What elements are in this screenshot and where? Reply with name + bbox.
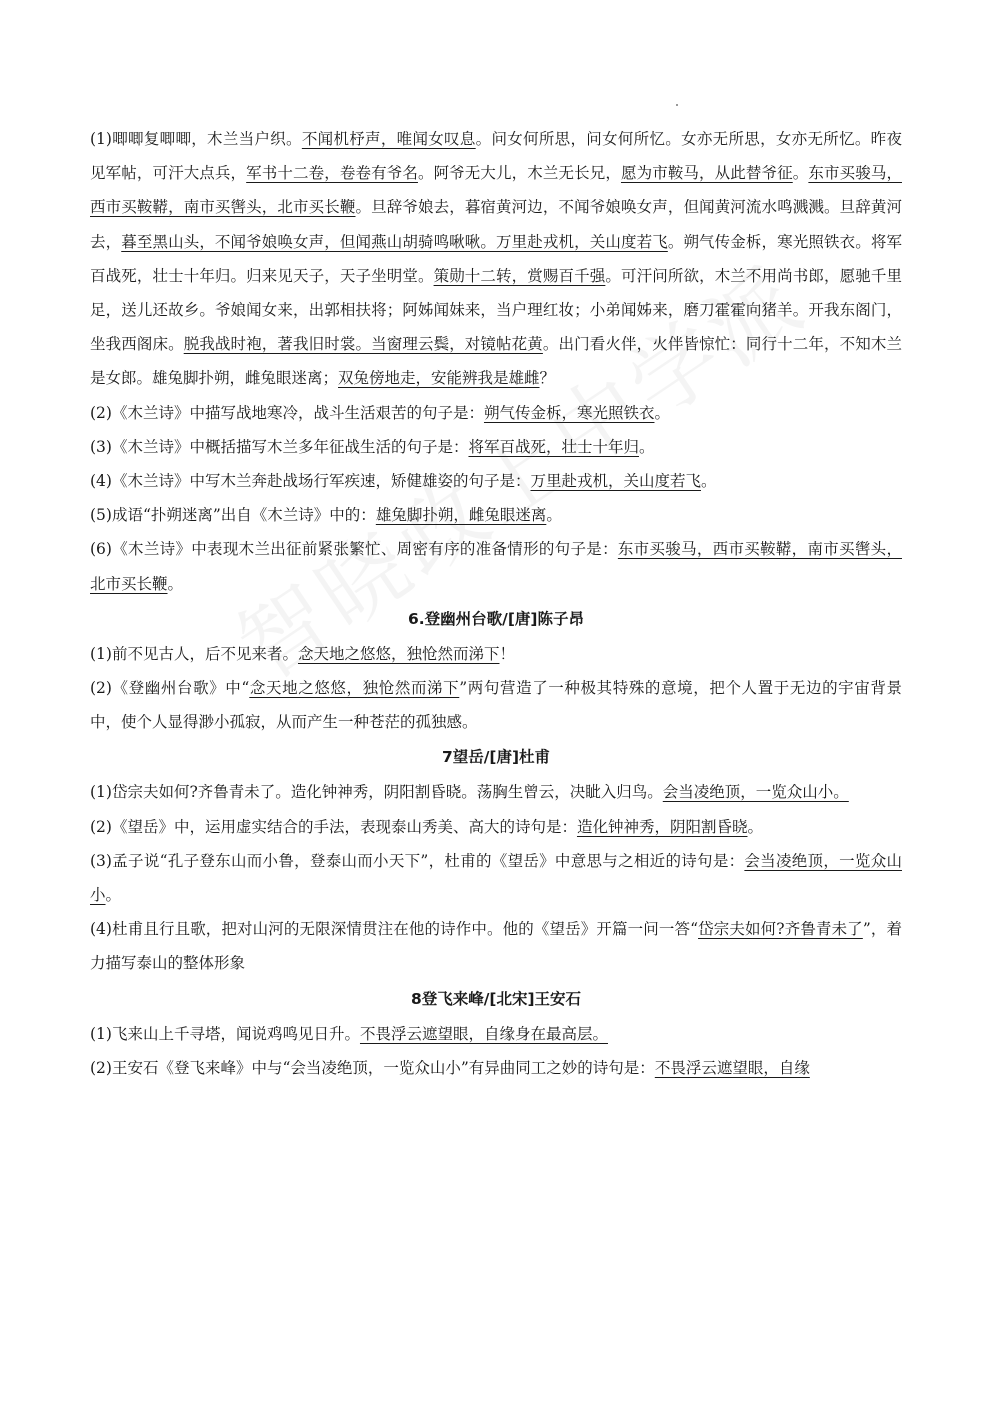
question-paragraph — [90, 637, 902, 671]
text-segment: ”两句营造了一种极其特殊的意境，把个人置于无边的宇宙背景中，使个人显得渺小孤寂，从而产生一种苍茫的孤独感。 — [90, 679, 902, 732]
text-segment: 。 — [638, 437, 655, 456]
text-segment: 。 — [700, 472, 717, 491]
answer-underlined: 策勋十二转，赏赐百千强 — [433, 266, 606, 285]
answer-underlined: 万里赴戎机，关山度若飞 — [530, 472, 701, 491]
answer-underlined: 愿为市鞍马，从此替爷征 — [620, 164, 793, 183]
text-segment: (2)《登幽州台歌》中“ — [90, 679, 250, 698]
section-heading: 8登飞来峰/[北宋]王安石 — [410, 989, 582, 1008]
answer-underlined: 念天地之悠悠，独怆然而涕下 — [249, 679, 460, 698]
answer-underlined: 不畏浮云遮望眼，自缘 — [654, 1058, 810, 1077]
text-segment: 。 — [105, 886, 122, 905]
question-paragraph — [90, 430, 902, 464]
text-segment: (3)《木兰诗》中概括描写木兰多年征战生活的句子是： — [90, 437, 469, 456]
answer-underlined: 军书十二卷，卷卷有爷名 — [246, 164, 418, 183]
answer-underlined: 造化钟神秀，阴阳割昏晓 — [576, 817, 748, 836]
question-paragraph — [90, 122, 902, 396]
text-segment: 。可汗问所欲，木兰不用尚书郎，愿驰千里足，送儿还故乡。爷娘闻女来，出郭相扶将；阿姊闻妹来，当户理红妆；小弟闻姊来，磨刀霍霍向猪羊。开我东阁门，坐我西阁床。 — [90, 266, 902, 354]
text-segment: ！ — [499, 644, 515, 663]
text-segment: 。朔气传金柝，寒光照铁衣。将军百战死，壮士十年归。归来见天子，天子坐明堂。 — [90, 232, 902, 285]
answer-underlined: 将军百战死，壮士十年归 — [468, 437, 639, 456]
scan-speck — [676, 104, 678, 106]
answer-underlined: 脱我战时袍，著我旧时裳。当窗理云鬓，对镜帖花黄 — [183, 335, 543, 354]
question-paragraph — [90, 810, 902, 844]
text-segment: 。阿爷无大儿，木兰无长兄， — [417, 164, 621, 183]
text-segment: (1)前不见古人，后不见来者。 — [90, 644, 298, 663]
text-segment: 。 — [654, 403, 670, 422]
question-paragraph — [90, 671, 902, 739]
answer-underlined: 东市买骏马，西市买鞍鞯，南市买辔头，北市买长鞭 — [90, 164, 902, 217]
question-paragraph — [90, 844, 902, 912]
answer-underlined: 东市买骏马，西市买鞍鞯，南市买辔头，北市买长鞭 — [90, 540, 902, 593]
text-segment: (2)《望岳》中，运用虚实结合的手法，表现泰山秀美、高大的诗句是： — [90, 817, 577, 836]
answer-underlined: 岱宗夫如何?齐鲁青未了 — [698, 920, 863, 939]
answer-underlined: 不畏浮云遮望眼，自缘身在最高层。 — [359, 1024, 608, 1043]
answer-underlined: 暮至黑山头，不闻爷娘唤女声，但闻燕山胡骑鸣啾啾。万里赴戎机，关山度若飞 — [121, 232, 668, 251]
question-paragraph — [90, 498, 902, 532]
section-heading: 6.登幽州台歌/[唐]陈子昂 — [407, 609, 584, 628]
answer-underlined: 双兔傍地走，安能辨我是雄雌 — [338, 369, 540, 388]
answer-underlined: 不闻机杼声，唯闻女叹息 — [301, 130, 476, 148]
text-segment: 。 — [167, 574, 184, 593]
text-segment: (6)《木兰诗》中表现木兰出征前紧张繁忙、周密有序的准备情形的句子是： — [90, 540, 618, 559]
text-segment: (1)飞来山上千寻塔，闻说鸡鸣见日升。 — [90, 1024, 360, 1043]
answer-underlined: 朔气传金柝，寒光照铁衣 — [483, 403, 655, 422]
section-heading: 7望岳/[唐]杜甫 — [441, 748, 551, 767]
text-segment: (4)杜甫且行且歌，把对山河的无限深情贯注在他的诗作中。他的《望岳》开篇一问一答“ — [90, 920, 699, 939]
answer-underlined: 会当凌绝顶，一览众山小。 — [662, 783, 849, 802]
question-paragraph — [90, 1017, 902, 1051]
text-segment: ”，着力描写泰山的整体形象 — [90, 920, 902, 973]
document-body — [90, 122, 902, 1085]
question-paragraph — [90, 1051, 902, 1085]
answer-underlined: 念天地之悠悠，独怆然而涕下 — [297, 644, 500, 663]
text-segment: (1)唧唧复唧唧，木兰当户织。 — [90, 130, 302, 148]
text-segment: 。 — [792, 164, 809, 183]
question-paragraph — [90, 775, 902, 809]
question-paragraph — [90, 464, 902, 498]
answer-underlined: 会当凌绝顶，一览众山小 — [90, 851, 902, 905]
answer-underlined: 雄兔脚扑朔，雌兔眼迷离 — [375, 506, 547, 525]
text-segment: (1)岱宗夫如何?齐鲁青未了。造化钟神秀，阴阳割昏晓。荡胸生曾云，决眦入归鸟。 — [90, 783, 663, 802]
question-paragraph — [90, 396, 902, 430]
text-segment: (5)成语“扑朔迷离”出自《木兰诗》中的： — [90, 506, 376, 525]
question-paragraph — [90, 532, 902, 600]
text-segment: 。 — [747, 817, 763, 836]
text-segment: 。问女何所思，问女何所忆。女亦无所思，女亦无所忆。昨夜见军帖，可汗大点兵， — [90, 130, 902, 183]
text-segment: (4)《木兰诗》中写木兰奔赴战场行军疾速，矫健雄姿的句子是： — [90, 472, 531, 491]
text-segment: (2)《木兰诗》中描写战地寒冷，战斗生活艰苦的句子是： — [90, 403, 484, 422]
text-segment: (2)王安石《登飞来峰》中与“会当凌绝顶，一览众山小”有异曲同工之妙的诗句是： — [90, 1058, 655, 1077]
text-segment: (3)孟子说“孔子登东山而小鲁，登泰山而小天下”，杜甫的《望岳》中意思与之相近的诗句是： — [90, 851, 745, 870]
text-segment: ？ — [539, 369, 556, 388]
text-segment: 。旦辞爷娘去，暮宿黄河边，不闻爷娘唤女声，但闻黄河流水鸣溅溅。旦辞黄河去， — [90, 198, 902, 251]
text-segment: 。出门看火伴，火伴皆惊忙：同行十二年，不知木兰是女郎。雄兔脚扑朔，雌兔眼迷离； — [90, 335, 902, 388]
question-paragraph — [90, 912, 902, 980]
text-segment: 。 — [546, 506, 562, 525]
